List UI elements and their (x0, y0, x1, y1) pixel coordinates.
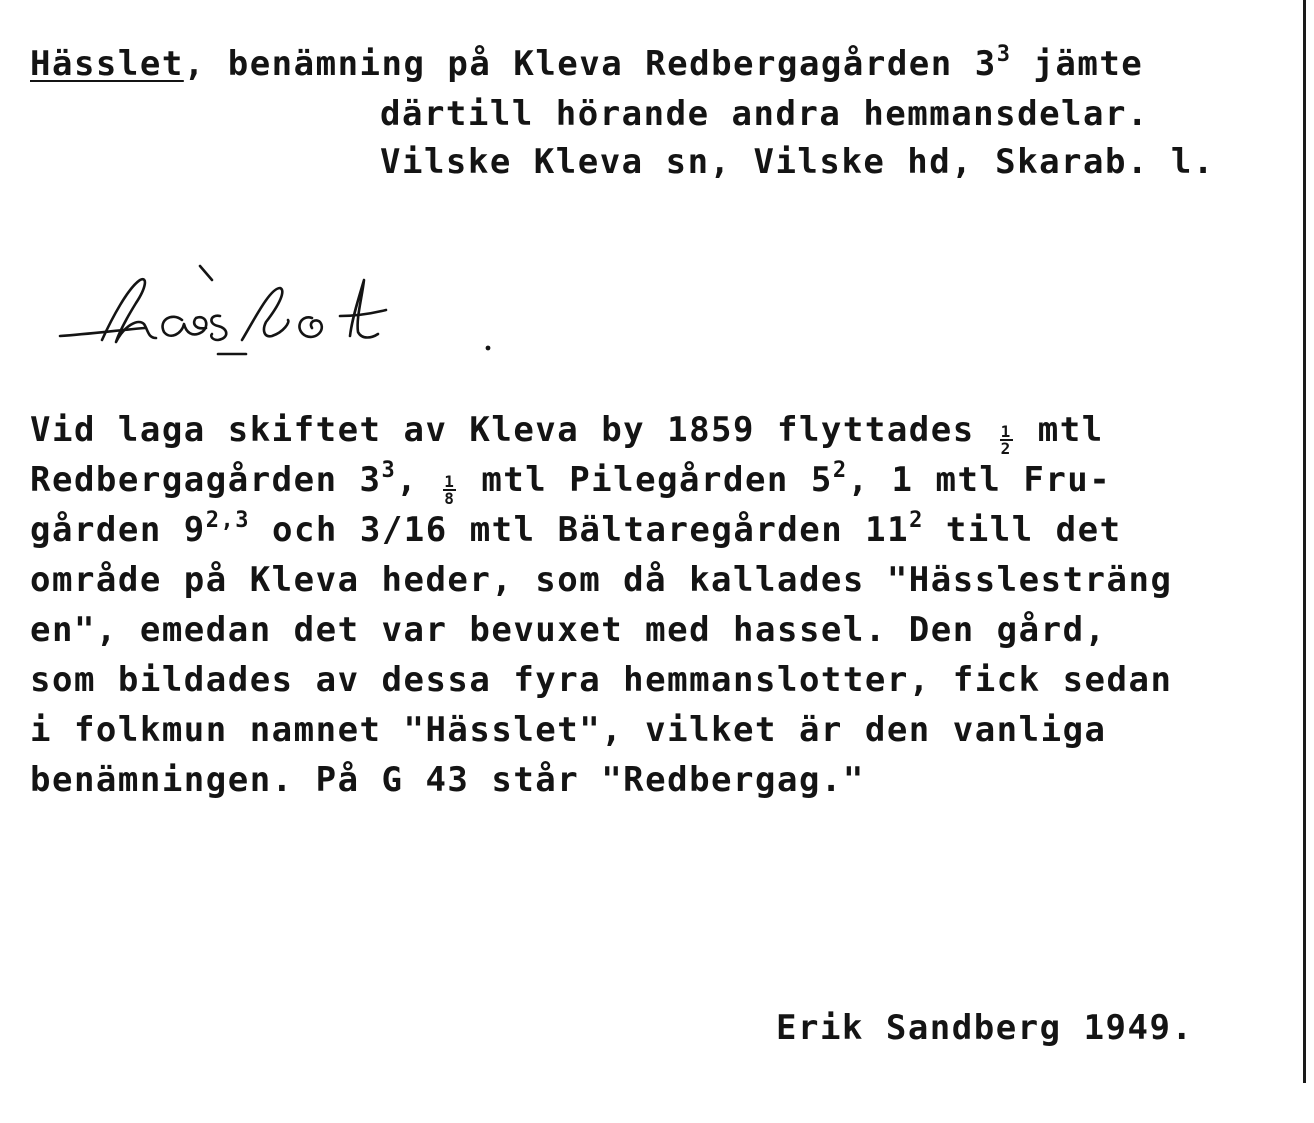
body-line-7: i folkmun namnet "Hässlet", vilket är den vanliga (30, 710, 1107, 750)
body-line-1: Vid laga skiftet av Kleva by 1859 flyttades $\frac{1}{2}$ mtl (30, 410, 1104, 458)
svg-text:hæsl̥ət: hæsl̥ət (50, 258, 54, 259)
headword: Hässlet (30, 44, 184, 84)
body-line-4: område på Kleva heder, som då kallades "Hässlesträng (30, 560, 1173, 600)
body-line-6: som bildades av dessa fyra hemmanslotter, fick sedan (30, 660, 1173, 700)
handwritten-phonetic-transcription-icon (50, 258, 510, 368)
signature: Erik Sandberg 1949. (776, 1008, 1194, 1048)
body-line-2: Redbergagården $3^3$, $\frac{1}{8}$ mtl Pilegården $5^2$, 1 mtl Fru- (30, 458, 1112, 508)
body-line-8: benämningen. På G 43 står "Redbergag." (30, 760, 865, 800)
card-edge-line (1303, 0, 1306, 1083)
body-line-5: en", emedan det var bevuxet med hassel. Den gård, (30, 610, 1107, 650)
header-line-1: Hässlet, benämning på Kleva Redbergagården $3^3$ jämte (30, 42, 1144, 84)
body-line-3: gården 9$^{2,3}$ och 3/16 mtl Bältaregården $11^2$ till det (30, 508, 1122, 550)
header-line-2: därtill hörande andra hemmansdelar. (380, 94, 1149, 134)
header-line-3: Vilske Kleva sn, Vilske hd, Skarab. l. (380, 142, 1215, 182)
fraction-half: $\frac{1}{2}$ (1000, 422, 1012, 458)
fraction-eighth: $\frac{1}{8}$ (444, 472, 456, 508)
